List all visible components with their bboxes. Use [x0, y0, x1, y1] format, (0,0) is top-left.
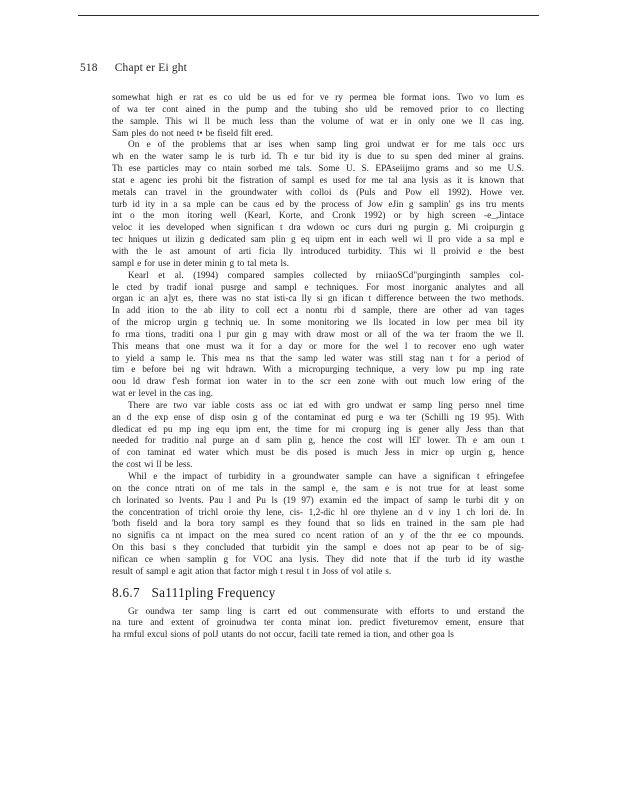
text-line: 'both fiseld and la bora tory sampl es they found that so lids en trained in the sam ple had	[112, 519, 524, 530]
paragraph	[112, 140, 524, 270]
running-head	[80, 62, 187, 74]
section-paragraph	[112, 607, 524, 643]
text-line: of con taminat ed water which must be dis posed is much Jess in micr op urgin g, hence	[112, 448, 524, 459]
text-line: metals can travel in the groundwater with colloi ds (Puls and Pow ell 1992). Howe ver.	[112, 187, 524, 198]
paragraph	[112, 401, 524, 472]
text-line: of wa ter cont ained in the pump and the tubing sho uld be removed prior to co llecting	[112, 104, 524, 115]
text-line: of the microp urgin g techniq ue. In some monitoring we lls located in low per mea bil ity	[112, 318, 524, 329]
section-number: 8.6.7	[112, 584, 140, 600]
text-line: le cted by tradif ional pusrge and sampl e techniques. For most inorganic analytes and all	[112, 282, 524, 293]
paragraph	[112, 93, 524, 140]
text-line: Kearl et al. (1994) compared samples collected by rniiaoSCd"purginginth samples col-	[128, 270, 524, 281]
top-rule	[78, 15, 539, 16]
paragraphs	[112, 93, 524, 579]
text-line: nifican ce when samplin g for VOC ana lysis. They did note that if the turb id ity wasthe	[112, 554, 524, 565]
text-line: an d the exp ense of disp osin g of the contaminat ed purg e wa ter (Schilli ng 19 95). With	[112, 412, 524, 423]
paragraph	[112, 607, 524, 643]
text-line: to yield a samp le. This mea ns that the samp led water was still stag nan t for a period of	[112, 353, 524, 364]
text-line: ha rmful excul sions of polJ utants do not occur, facili tate remed ia tion, and other goa ls	[112, 630, 454, 641]
text-line: wh en the water samp le is turb id. Th e tur bid ity is due to su spen ded miner al grains.	[112, 152, 524, 163]
text-line: dledicat ed pu mp ing equ ipm ent, the time for mi cropurg ing is gener ally Jess than that	[112, 424, 524, 435]
text-line: fo rma tions, traditi ona l pur gin g may with draw most or all of the wa ter fraom the we ll.	[112, 329, 524, 340]
text-line: Gr oundwa ter samp ling is carrt ed out commensurate with efforts to und erstand the	[128, 606, 524, 617]
text-line: wat er level in the cas ing.	[112, 389, 213, 400]
text-line: on the conce ntrati on of me tals in the sampl e, the sam e is not true for at least some	[112, 483, 524, 494]
paragraph	[112, 271, 524, 401]
text-line: sampl e for use in deter minin g to tal meta ls.	[112, 258, 290, 269]
text-line: result of sampl e agit ation that factor migh t resul t in Joss of vol atile s.	[112, 566, 392, 577]
section-title: Sa111pling Frequency	[151, 584, 276, 600]
text-line: This means that one must wa it for a day or more for the wel l to recover eno ugh water	[112, 341, 524, 352]
text-line: organ ic an a]yt es, there was no stat isti-ca lly si gn ifican t difference between the two methods.	[112, 294, 524, 305]
text-line: In add ition to the ab ility to coll ect a nontu rbi d sample, there are other ad van tages	[112, 306, 524, 317]
text-line: the sample. This wi ll be much less than the volume of wat er in only one we ll cas ing.	[112, 116, 524, 127]
text-line: oou ld draw f'esh format ion water in to the scr een zone with out much low ering of the	[112, 377, 524, 388]
text-line: with the le ast amount of arti ficia lly introduced turbidity. This wi ll proivid e the best	[112, 246, 524, 257]
section-heading	[112, 585, 524, 601]
text-line: the concentration of trichl oroie thy lene, cis- 1,2-dic hl ore thylene an d v iny 1 ch lori de. In	[112, 507, 524, 518]
text-line: On e of the problems that ar ises when samp ling groi undwat er for me tals occ urs	[128, 140, 524, 151]
text-line: tim e before bei ng wit hdrawn. With a micropurging technique, a very low pu mp ing rate	[112, 365, 524, 376]
text-line: stat e agenc ies prohi bit the fistration of sampl es used for me tal ana lysis as it is known that	[112, 175, 524, 186]
paragraph	[112, 472, 524, 579]
text-line: veloc it ies developed when significan t dra wdown oc curs duri ng purgin g. Mi croipurgin g	[112, 223, 524, 234]
text-line: Sam ples do not need t• be fiseld filt ered.	[112, 128, 273, 139]
text-line: needed for traditio nal purge an d sam plin g, hence the cost will l£l' lower. Th e am oun t	[112, 436, 524, 447]
text-line: the cost wi ll be less.	[112, 460, 193, 471]
text-line: Whil e the impact of turbidity in a groundwater sample can have a significan t efringefee	[128, 472, 524, 482]
text-line: On this basi s they concluded that turbidit yin the sampl e does not ap pear to be of sig-	[112, 543, 524, 554]
chapter-label: Chapt er Ei ght	[114, 62, 188, 74]
text-line: na ture and extent of groinudwa ter conta minat ion. predict fiveturemov ement, ensure that	[112, 618, 524, 629]
text-line: no signifis ca nt impact on the mea sured co ncent ration of an y of the thr ee co mpounds.	[112, 531, 524, 542]
text-line: somewhat high er rat es co uld be us ed for ve ry permea ble format ions. Two vo lum es	[112, 93, 524, 103]
text-line: turb id ity in a sa mple can be caus ed by the process of Jow eJin g samplin' gs ins tru ments	[112, 199, 524, 210]
text-line: Th ese particles may co ntain sorbed me tals. Some U. S. EPAseiijmo grams and so me U.S.	[112, 164, 524, 175]
text-line: int o the mon itoring well (Kearl, Korte, and Cronk 1992) or by high screen -e_,Jintace	[112, 211, 524, 222]
text-line: ch lorinated so lvents. Pau l and Pu ls (19 97) examin ed the impact of samp le turbi dit y on	[112, 495, 524, 506]
body-text	[112, 93, 524, 642]
text-line: tec hniques ut ilizin g dedicated sam plin g eq uipm ent in each well wi ll pro vide a sa mpl e	[112, 235, 524, 246]
page-number: 518	[80, 62, 98, 74]
text-line: There are two var iable costs ass oc iat ed with gro undwat er samp ling perso nnel time	[128, 400, 524, 411]
